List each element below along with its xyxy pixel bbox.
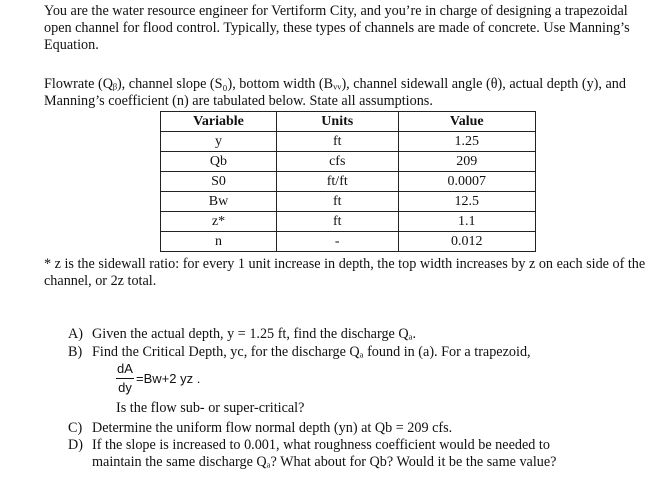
- header-variable: Variable: [161, 112, 277, 132]
- table-row: [161, 192, 536, 212]
- cell-variable: y: [161, 132, 277, 152]
- sidewall-note: * z is the sidewall ratio: for every 1 unit increase in depth, the top width increases by z on each side of the channel, or 2z total.: [44, 256, 646, 289]
- cell-units: ft/ft: [276, 172, 398, 192]
- question-d: [68, 437, 628, 454]
- cell-units: ft: [276, 212, 398, 232]
- question-c: [68, 420, 452, 437]
- question-a-text: Given the actual depth, y = 1.25 ft, find the discharge Qₐ.: [92, 326, 417, 342]
- question-a-label: A): [68, 326, 83, 342]
- given-paragraph: Flowrate (Qᵦ), channel slope (S₀), bottom width (Bᵥᵥ), channel sidewall angle (θ), actual depth (y), and Manning’s coefficient (n) are tabulated below. State all assumptions.: [44, 76, 626, 109]
- question-d-continued: maintain the same discharge Qₐ? What about for Qb? Would it be the same value?: [92, 454, 557, 470]
- cell-units: cfs: [276, 152, 398, 172]
- cell-units: ft: [276, 192, 398, 212]
- parameter-table: [160, 111, 536, 252]
- equation-numerator: dA: [117, 361, 133, 376]
- question-d-label: D): [68, 437, 83, 453]
- cell-value: 1.1: [398, 212, 535, 232]
- question-b: [68, 344, 531, 361]
- question-c-text: Determine the uniform flow normal depth (yn) at Qb = 209 cfs.: [92, 420, 453, 436]
- question-b-label: B): [68, 344, 83, 360]
- cell-variable: S0: [161, 172, 277, 192]
- question-d-text: If the slope is increased to 0.001, what roughness coefficient would be needed to: [92, 437, 550, 453]
- cell-units: ft: [276, 132, 398, 152]
- cell-variable: n: [161, 232, 277, 252]
- question-b-criticality: Is the flow sub- or super-critical?: [116, 400, 305, 416]
- table-row: [161, 172, 536, 192]
- equation-denominator: dy: [118, 380, 132, 395]
- cell-variable: Bw: [161, 192, 277, 212]
- cell-units: -: [276, 232, 398, 252]
- equation-rhs: =Bw+2 yz .: [136, 371, 201, 386]
- cell-variable: Qb: [161, 152, 277, 172]
- table-header-row: [161, 112, 536, 132]
- question-b-text: Find the Critical Depth, yc, for the discharge Qₐ found in (a). For a trapezoid,: [92, 344, 531, 360]
- table-row: [161, 232, 536, 252]
- intro-paragraph: You are the water resource engineer for Vertiform City, and you’re in charge of designing a trapezoidal open channel for flood control. Typically, these types of channels are made of concrete. Use Manning’s Equation.: [44, 3, 630, 53]
- cell-value: 209: [398, 152, 535, 172]
- question-c-label: C): [68, 420, 83, 436]
- header-units: Units: [276, 112, 398, 132]
- header-value: Value: [398, 112, 535, 132]
- cell-value: 0.012: [398, 232, 535, 252]
- cell-value: 0.0007: [398, 172, 535, 192]
- cell-value: 12.5: [398, 192, 535, 212]
- table-row: [161, 132, 536, 152]
- table-row: [161, 212, 536, 232]
- cell-value: 1.25: [398, 132, 535, 152]
- cell-variable: z*: [161, 212, 277, 232]
- table-row: [161, 152, 536, 172]
- question-a: [68, 326, 416, 343]
